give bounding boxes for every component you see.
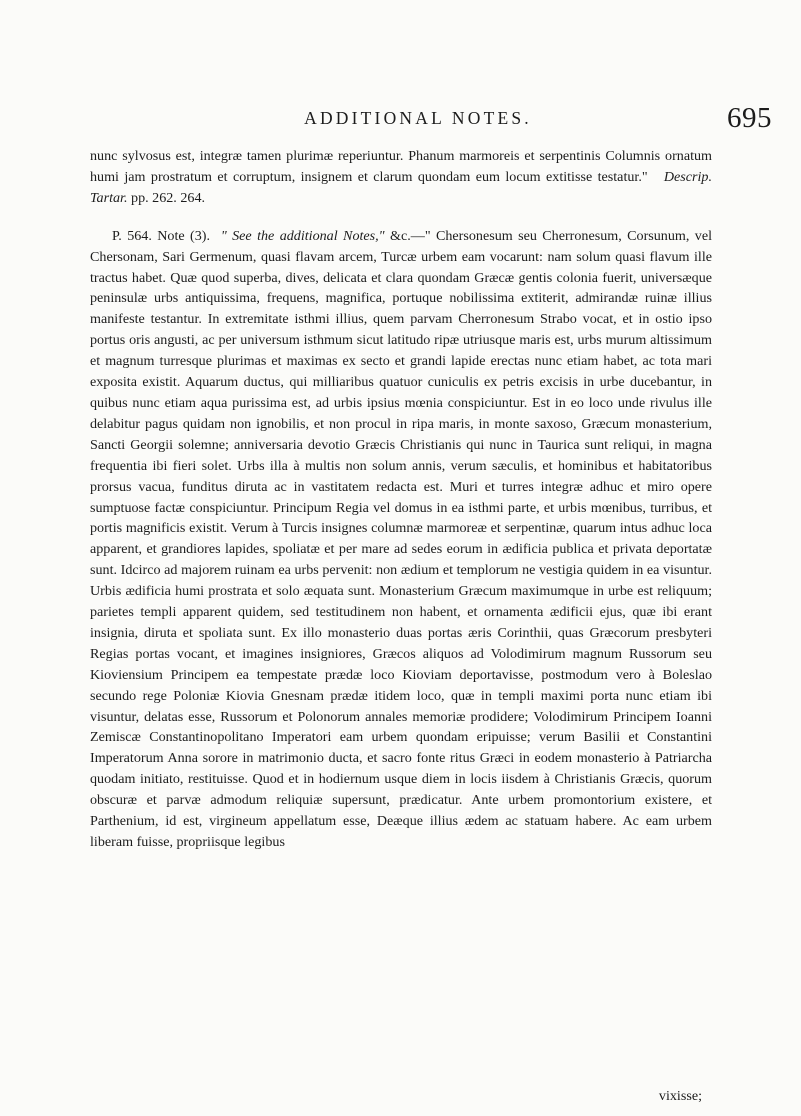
citation-pages: pp. 262. 264. — [131, 189, 206, 206]
page-number: 695 — [727, 102, 772, 134]
note-quote-text: &c.—" Chersonesum seu Cherronesum, Corsunum, vel Chersonam, Sari Germenum, quasi flavam arcem, Turcæ urbem eam vocarunt: nam solum quasi flavum ille tractus habet. Quæ quod superba, dives, delicata et clara quondam Græcæ gentis colonia fuerit, universæque peninsulæ urbs antiquissima, frequens, magnifica, portuque nobilissima extiterit, admirandæ ruinæ illius manifeste testantur. In extremitate isthmi illius, quem parvam Cherronesum Strabo vocat, et in ostio ipso portus oris angusti, ac per universum isthmum sicut latitudo ripæ utriusque maris est, urbs murum altissimum et magnum turresque plurimas et maximas ex secto et grandi lapide erectas nunc etiam habet, ac tota mari exposita existit. Aquarum ductus, qui milliaribus quatuor cuniculis ex petris excisis in urbe ducebantur, in quibus nunc etiam aqua purissima est, ad urbis ipsius mœnia conspiciuntur. Est in eo loco unde rivulus ille delabitur pagus quidam non ignobilis, et non procul in ripa maris, in monte saxoso, Græcum monasterium, Sancti Georgii solemne; anniversaria devotio Græcis Christianis qui nunc in Taurica sunt reliqui, in magna frequentia ibi fieri solet. Urbs illa à multis non solum annis, verum sæculis, et hominibus et habitatoribus prorsus vacua, funditus diruta ac in vastitatem redacta est. Muri et turres integræ adhuc et miro opere sumptuose factæ conspiciuntur. Principum Regia vel domus in ea isthmi parte, et urbis mœnibus, turribus, et portis magnificis existit. Verum à Turcis insignes columnæ marmoreæ et serpentinæ, quarum intus adhuc loca apparent, et grandiores lapides, spoliatæ et per mare ad sedes eorum in ædificia publica et privata deportatæ sunt. Idcirco ad majorem ruinam ea urbs pervenit: non ædium et templorum ne vestigia quidem in ea visuntur. Urbis ædificia humi prostrata et solo æquata sunt. Monasterium Græcum maximumque in urbe est reliquum; parietes templi apparent quidem, sed testitudinem non habent, et ornamenta ædificii ejus, quæ ibi erant insignia, diruta et spoliata sunt. Ex illo monasterio duas portas æris Corinthii, quas Græcorum presbyteri Regias portas vocant, et imagines insigniores, Græcos aliquos ad Volodimirum magnum Russorum seu Kioviensium Principem ea tempestate prædæ loco Kioviam deportavisse, postmodum vero à Boleslao secundo rege Poloniæ Kiovia Gnesnam prædæ itidem loco, quæ in templi maximi porta nunc etiam ibi visuntur, delatas esse, Russorum et Polonorum annales memoriæ prodidere; Volodimirum Principem Ioanni Zemiscæ Constantinopolitano Imperatori eam urbem quondam eripuisse; verum Basilii et Constantini Imperatorum Anna sorore in matrimonio ducta, et sacro fonte ritus Græci in eodem monasterio à Patriarcha quodam initiato, restituisse. Quod et in hodiernum usque diem in locis iisdem à Christianis Græcis, quorum obscuræ et parvæ admodum reliquiæ supersunt, prædicatur. Ante urbem promontorium existere, et Parthenium, id est, virgineum appellatum esse, Deæque illius ædem ac statuam habere. Ac eam urbem liberam fuisse, propriisque legibus — [90, 227, 713, 850]
paragraph-1-text: nunc sylvosus est, integræ tamen plurimæ reperiuntur. Phanum marmoreis et serpentinis Columnis ornatum humi jam prostratum et corruptum, insignem et clarum quondam eum locum extitisse testatur." — [90, 148, 712, 185]
paragraph-continuation — [90, 146, 712, 209]
note-quote-italic: " See the additional Notes," — [220, 227, 385, 244]
page-header — [40, 102, 776, 132]
note-reference: P. 564. Note (3). — [112, 227, 211, 244]
citation-title: Descrip. Tartar. — [90, 168, 712, 206]
notes-body — [90, 146, 712, 853]
catchword: vixisse; — [658, 1088, 702, 1104]
running-head: ADDITIONAL NOTES. — [304, 108, 532, 128]
note-paragraph — [90, 226, 712, 853]
